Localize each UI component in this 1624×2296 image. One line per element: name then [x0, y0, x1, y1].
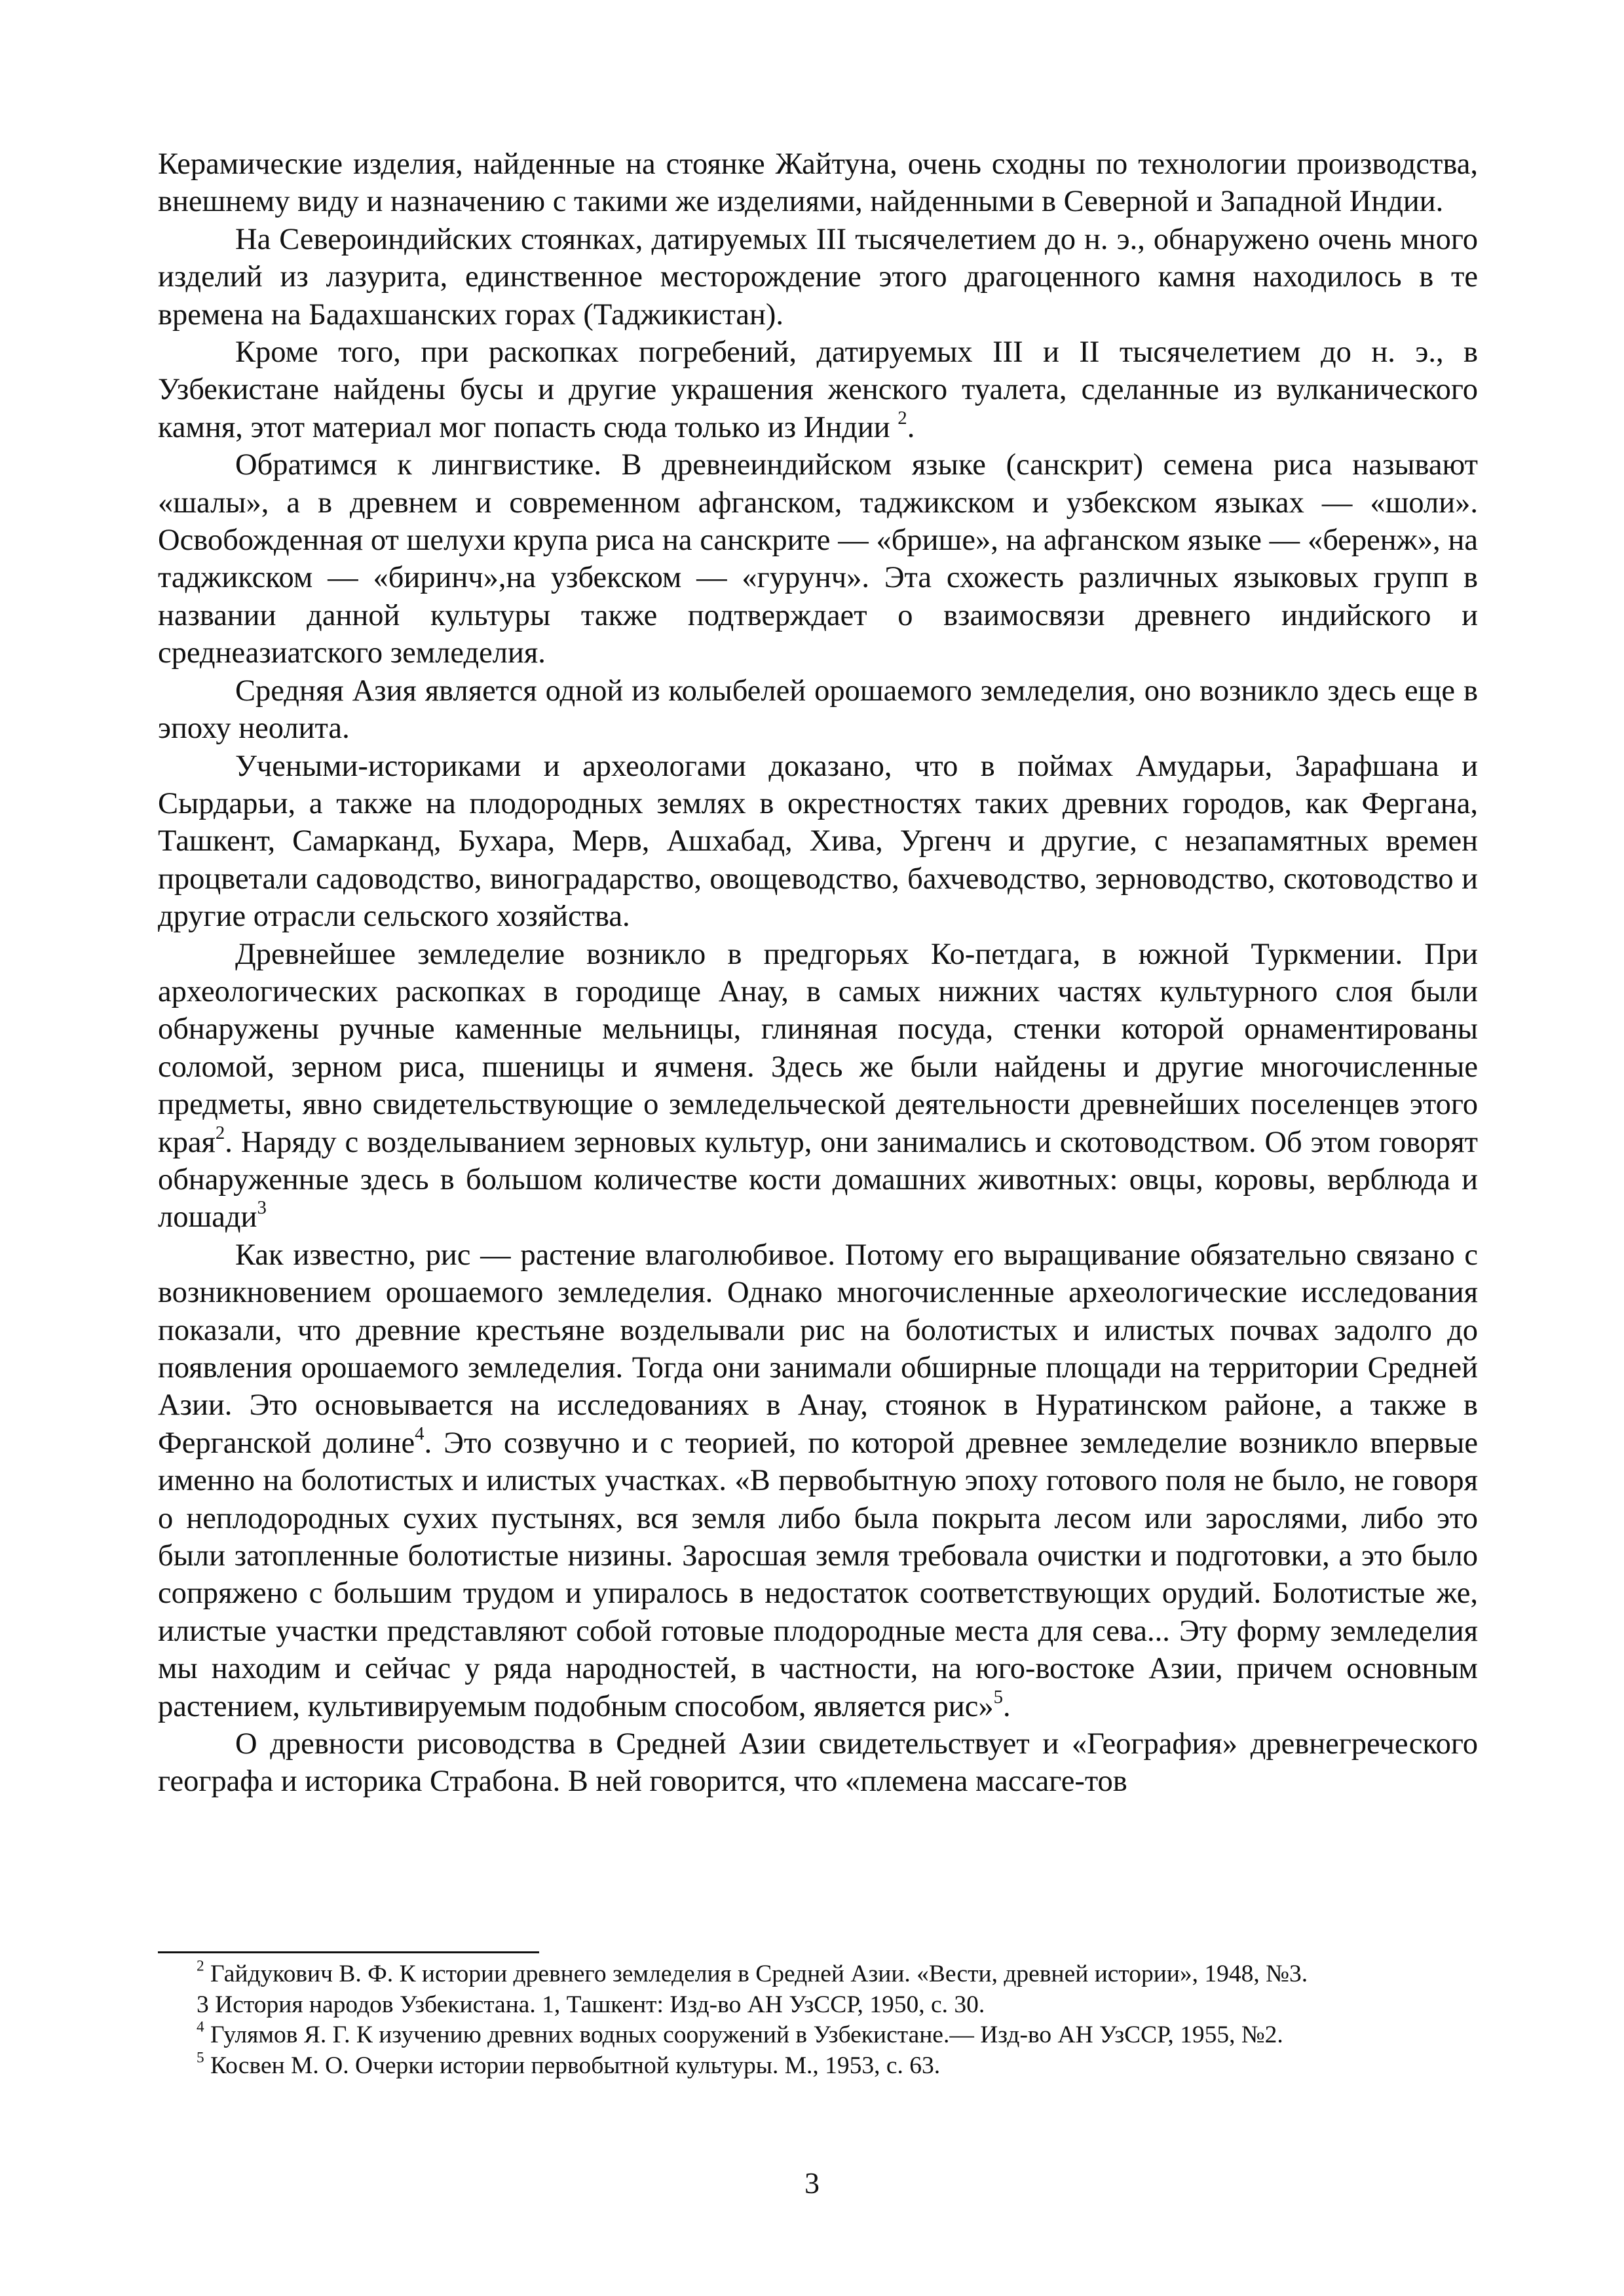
footnote-separator — [158, 1951, 539, 1953]
paragraph-9 — [158, 1725, 1478, 1801]
footnote-text: 3 История народов Узбекистана. 1, Ташкент: Изд-во АН УзССР, 1950, с. 30. — [197, 1991, 985, 2018]
paragraph-text: О древности рисоводства в Средней Азии свидетельствует и «География» древнегреческого географа и историка Страбона. В ней говорится, что «племена массаге-тов — [158, 1727, 1478, 1799]
footnote-ref: 3 — [257, 1197, 267, 1219]
footnotes — [197, 1959, 1428, 2081]
paragraph-text: Обратимся к лингвистике. В древнеиндийском языке (санскрит) семена риса называют «шалы», а в древнем и современном афганском, таджикском и узбекском языках — «шоли». Освобожденная от шелухи крупа риса на санскрите — «брише», на афганском языке — «беренж», на таджикском — «биринч»,на узбекском — «гурунч». Эта схожесть различных языковых групп в названии данной культуры также подтверждает о взаимосвязи древнего индийского и среднеазиатского земледелия. — [158, 448, 1478, 670]
paragraph-text: На Североиндийских стоянках, датируемых III тысячелетием до н. э., обнаружено очень много изделий из лазурита, единственное месторождение этого драгоценного камня находилось в те времена на Бадахшанских горах (Таджикистан). — [158, 222, 1478, 332]
footnote-5 — [197, 2051, 1428, 2082]
paragraph-text-tail: . — [907, 410, 915, 444]
footnote-3 — [197, 1990, 1428, 2021]
paragraph-text: Средняя Азия является одной из колыбелей орошаемого земледелия, оно возникло здесь еще в эпоху неолита. — [158, 674, 1478, 746]
paragraph-text: Древнейшее земледелие возникло в предгорьях Ко-петдага, в южной Туркмении. При археологических раскопках в городище Анау, в самых нижних частях культурного слоя были обнаружены ручные каменные мельницы, глиняная посуда, стенки которой орнаментированы соломой, зерном риса, пшеницы и ячменя. Здесь же были найдены и другие многочисленные предметы, явно свидетельствующие о земледельческой деятельности древнейших поселенцев этого края — [158, 937, 1478, 1159]
paragraph-5 — [158, 672, 1478, 748]
footnote-mark: 4 — [197, 2018, 204, 2036]
paragraph-7 — [158, 936, 1478, 1236]
footnote-text: Косвен М. О. Очерки истории первобытной культуры. М., 1953, с. 63. — [204, 2052, 941, 2079]
footnote-text: Гулямов Я. Г. К изучению древних водных сооружений в Узбекистане.— Изд-во АН УзССР, 1955, №2. — [204, 2021, 1283, 2048]
paragraph-text-tail: . — [1003, 1689, 1011, 1723]
paragraph-text: . Это созвучно и с теорией, по которой древнее земледелие возникло впервые именно на болотистых и илистых участках. «В первобытную эпоху готового поля не было, не говоря о неплодородных сухих пустынях, вся земля либо была покрыта лесом или зарослями, либо это были затопленные болотистые низины. Заросшая земля требовала очистки и подготовки, а это было сопряжено с большим трудом и упиралось в недостаток соответствующих орудий. Болотистые же, илистые участки представляют собой готовые плодородные места для сева... Эту форму земледелия мы находим и сейчас у ряда народностей, в частности, на юго-востоке Азии, причем основным растением, культивируемым подобным способом, является рис» — [158, 1426, 1478, 1723]
paragraph-1 — [158, 145, 1478, 221]
paragraph-text: . Наряду с возделыванием зерновых культур, они занимались и скотоводством. Об этом говорят обнаруженные здесь в большом количестве кости домашних животных: овцы, коровы, верблюда и лошади — [158, 1125, 1478, 1234]
footnote-2 — [197, 1959, 1428, 1990]
footnote-text: Гайдукович В. Ф. К истории древнего земледелия в Средней Азии. «Вести, древней истории», 1948, №3. — [204, 1961, 1308, 1987]
footnote-ref: 5 — [993, 1686, 1004, 1708]
footnote-ref: 2 — [215, 1122, 225, 1143]
paragraph-text: Как известно, рис — растение влаголюбивое. Потому его выращивание обязательно связано с возникновением орошаемого земледелия. Однако многочисленные археологические исследования показали, что древние крестьяне возделывали рис на болотистых и илистых почвах задолго до появления орошаемого земледелия. Тогда они занимали обширные площади на территории Средней Азии. Это основывается на исследованиях в Анау, стоянок в Нуратинском районе, а также в Ферганской долине — [158, 1238, 1478, 1460]
body-text — [158, 145, 1478, 1801]
paragraph-4 — [158, 446, 1478, 672]
footnote-mark: 2 — [197, 1957, 204, 1975]
page-number: 3 — [804, 2166, 820, 2200]
footnote-mark: 5 — [197, 2049, 204, 2067]
footnote-ref: 2 — [897, 407, 907, 429]
footnote-ref: 4 — [415, 1423, 425, 1444]
paragraph-text: Учеными-историками и археологами доказано, что в поймах Амударьи, Зарафшана и Сырдарьи, а также на плодородных землях в окрестностях таких древних городов, как Фергана, Ташкент, Самарканд, Бухара, Мерв, Ашхабад, Хива, Ургенч и другие, с незапамятных времен процветали садоводство, виноградарство, овощеводство, бахчеводство, зерноводство, скотоводство и другие отрасли сельского хозяйства. — [158, 749, 1478, 934]
paragraph-2 — [158, 221, 1478, 334]
paragraph-6 — [158, 748, 1478, 936]
paragraph-8 — [158, 1236, 1478, 1725]
paragraph-text: Кроме того, при раскопках погребений, датируемых III и II тысячелетием до н. э., в Узбекистане найдены бусы и другие украшения женского туалета, сделанные из вулканического камня, этот материал мог попасть сюда только из Индии — [158, 335, 1478, 444]
footnote-4 — [197, 2020, 1428, 2051]
paragraph-text: Керамические изделия, найденные на стоянке Жайтуна, очень сходны по технологии производства, внешнему виду и назначению с такими же изделиями, найденными в Северной и Западной Индии. — [158, 147, 1478, 219]
paragraph-3 — [158, 334, 1478, 446]
